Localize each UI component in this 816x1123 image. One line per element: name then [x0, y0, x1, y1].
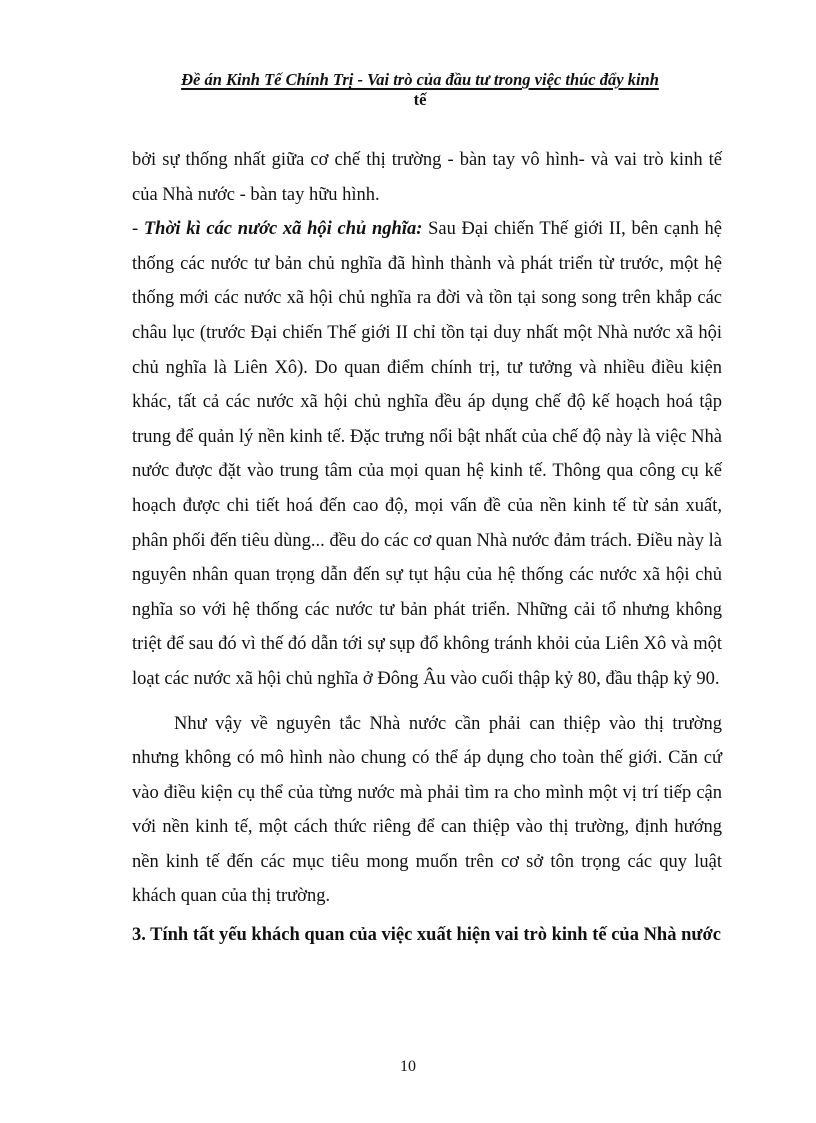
paragraph-2-body: Sau Đại chiến Thế giới II, bên cạnh hệ thống các nước tư bản chủ nghĩa đã hình thành và phát triển từ trước, một hệ thống mới các nước xã hội chủ nghĩa ra đời và tồn tại song song trên khắp các châu lục (trước Đại chiến Thế giới II chỉ tồn tại duy nhất một Nhà nước xã hội chủ nghĩa là Liên Xô). Do quan điểm chính trị, tư tưởng và nhiều điều kiện khác, tất cả các nước xã hội chủ nghĩa đều áp dụng chế độ kế hoạch hoá tập trung để quản lý nền kinh tế. Đặc trưng nổi bật nhất của chế độ này là việc Nhà nước được đặt vào trung tâm của mọi quan hệ kinh tế. Thông qua công cụ kế hoạch được chi tiết hoá đến cao độ, mọi vấn đề của nền kinh tế từ sản xuất, phân phối đến tiêu dùng... đều do các cơ quan Nhà nước đảm trách. Điều này là nguyên nhân quan trọng dẫn đến sự tụt hậu của hệ thống các nước xã hội chủ nghĩa so với hệ thống các nước tư bản phát triển. Những cải tổ nhưng không triệt để sau đó vì thế đó dẫn tới sự sụp đổ không tránh khỏi của Liên Xô và một loạt các nước xã hội chủ nghĩa ở Đông Âu vào cuối thập kỷ 80, đầu thập kỷ 90. [132, 219, 722, 689]
paragraph-2-dash: - [132, 219, 144, 240]
section-heading: 3. Tính tất yếu khách quan của việc xuất hiện vai trò kinh tế của Nhà nước [132, 925, 721, 946]
paragraph-2 [132, 212, 722, 696]
body-text [132, 143, 722, 953]
paragraph-2-lead: Thời kì các nước xã hội chủ nghĩa: [143, 219, 423, 240]
paragraph-1: bởi sự thống nhất giữa cơ chế thị trường - bàn tay vô hình- và vai trò kinh tế của Nhà nước - bàn tay hữu hình. [132, 150, 722, 205]
header-title-line2: tế [413, 90, 427, 109]
page-number: 10 [400, 1058, 416, 1075]
header-title-line1: Đề án Kinh Tế Chính Trị - Vai trò của đầu tư trong việc thúc đẩy kinh [181, 70, 659, 89]
running-header [120, 70, 720, 110]
paragraph-3: Như vậy về nguyên tắc Nhà nước cần phải can thiệp vào thị trường nhưng không có mô hình nào chung có thể áp dụng cho toàn thế giới. Căn cứ vào điều kiện cụ thể của từng nước mà phải tìm ra cho mình một vị trí tiếp cận với nền kinh tế, một cách thức riêng để can thiệp vào thị trường, định hướng nền kinh tế đến các mục tiêu mong muốn trên cơ sở tôn trọng các quy luật khách quan của thị trường. [132, 713, 722, 907]
